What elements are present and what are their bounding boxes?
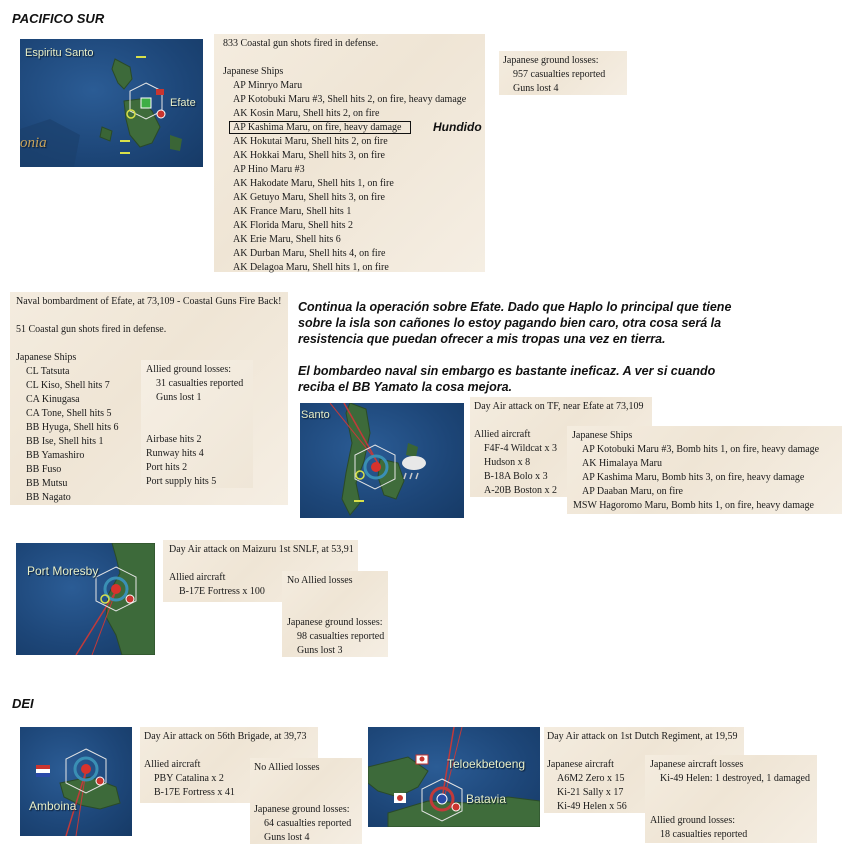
report-allied-ground-losses [141, 360, 253, 488]
aircraft-line: F4F-4 Wildcat x 3 [484, 443, 558, 454]
report-line [146, 405, 253, 419]
map-label-batavia: Batavia [466, 792, 507, 806]
aircraft-line: PBY Catalina x 2 [154, 773, 224, 784]
report-line: Runway hits 4 [146, 448, 204, 459]
ship-line: AK Erie Maru, Shell hits 6 [233, 234, 341, 245]
report-line: Allied aircraft [169, 572, 226, 583]
report-line [144, 744, 318, 758]
report-line [650, 800, 817, 814]
report-line: Allied aircraft [474, 429, 531, 440]
report-line [254, 775, 362, 789]
ship-line: AK Kosin Maru, Shell hits 2, on fire [233, 108, 380, 119]
commentary-paragraph-1: Continua la operación sobre Efate. Dado que Haplo lo principal que tiene sobre la isla son cañones lo estoy pagando bien caro, otra cosa será la resistencia que puedan ofrecer a mis tropas una vez en tierra. [298, 300, 732, 346]
report-line: Japanese aircraft losses [650, 759, 744, 770]
report-line: Port hits 2 [146, 462, 188, 473]
ship-line: BB Fuso [26, 464, 62, 475]
aircraft-line: B-18A Bolo x 3 [484, 471, 548, 482]
ship-line: MSW Hagoromo Maru, Bomb hits 1, on fire, heavy damage [573, 500, 814, 511]
map-terrain [20, 727, 132, 836]
map-label-port-moresby: Port Moresby [27, 564, 99, 578]
report-line: No Allied losses [287, 575, 353, 586]
aircraft-line: B-17E Fortress x 100 [179, 586, 265, 597]
report-losses-maizuru [282, 571, 388, 657]
report-line [254, 789, 362, 803]
report-line: Ki-49 Helen: 1 destroyed, 1 damaged [660, 773, 810, 784]
report-line: Japanese ground losses: [287, 617, 383, 628]
map-port-moresby [16, 543, 155, 655]
ship-line-highlighted: AP Kashima Maru, on fire, heavy damage [223, 121, 485, 135]
report-line: Allied ground losses: [650, 815, 735, 826]
report-line: Allied aircraft [144, 759, 201, 770]
report-line: Guns lost 4 [264, 832, 310, 843]
report-line: Naval bombardment of Efate, at 73,109 - Coastal Guns Fire Back! [16, 296, 282, 307]
report-line [16, 337, 288, 351]
map-label-teloekbetoeng: Teloekbetoeng [447, 757, 526, 771]
aircraft-line: A-20B Boston x 2 [484, 485, 558, 496]
annotation-sunk: Hundido [433, 120, 482, 134]
ship-line: BB Hyuga, Shell hits 6 [26, 422, 119, 433]
ship-line: AK Hokkai Maru, Shell hits 3, on fire [233, 150, 385, 161]
report-japanese-ships-bomb-hits [567, 426, 842, 514]
map-batavia [368, 727, 540, 827]
report-line [287, 588, 388, 602]
ship-line: CL Kiso, Shell hits 7 [26, 380, 110, 391]
ship-line: AP Kotobuki Maru #3, Bomb hits 1, on fire, heavy damage [582, 444, 820, 455]
ship-line: AP Minryo Maru [233, 80, 303, 91]
report-line [223, 51, 485, 65]
ship-line: AK Getuyo Maru, Shell hits 3, on fire [233, 192, 385, 203]
aircraft-line: Ki-21 Sally x 17 [557, 787, 624, 798]
report-line: Guns lost 4 [513, 83, 559, 94]
map-terrain [16, 543, 155, 655]
map-terrain [368, 727, 540, 827]
report-line: No Allied losses [254, 762, 320, 773]
report-line: Day Air attack on 56th Brigade, at 39,73 [144, 731, 307, 742]
report-line: Japanese ground losses: [254, 804, 350, 815]
ship-line: AK Delagoa Maru, Shell hits 1, on fire [233, 262, 389, 273]
report-line: Day Air attack on 1st Dutch Regiment, at 19,59 [547, 731, 738, 742]
report-line: Japanese Ships [16, 352, 77, 363]
ship-line: AK France Maru, Shell hits 1 [233, 206, 352, 217]
report-line: 98 casualties reported [297, 631, 385, 642]
report-line [146, 419, 253, 433]
report-line: Day Air attack on Maizuru 1st SNLF, at 53,91 [169, 544, 354, 555]
report-line [650, 786, 817, 800]
report-line: Guns lost 3 [297, 645, 343, 656]
report-line: Port supply hits 5 [146, 476, 217, 487]
report-line: Japanese aircraft [547, 759, 614, 770]
ship-line: AK Florida Maru, Shell hits 2 [233, 220, 353, 231]
ship-line: BB Yamashiro [26, 450, 85, 461]
ship-line: CA Tone, Shell hits 5 [26, 408, 112, 419]
section-heading-dei: DEI [12, 696, 34, 711]
ship-line: CL Tatsuta [26, 366, 70, 377]
ship-line: AP Kashima Maru, Bomb hits 3, on fire, heavy damage [582, 472, 805, 483]
aircraft-line: Ki-49 Helen x 56 [557, 801, 627, 812]
map-amboina [20, 727, 132, 836]
ship-line: CA Kinugasa [26, 394, 80, 405]
ship-line: AK Hakodate Maru, Shell hits 1, on fire [233, 178, 394, 189]
ship-line: AK Durban Maru, Shell hits 4, on fire [233, 248, 386, 259]
ship-line: BB Nagato [26, 492, 71, 503]
ship-line: BB Ise, Shell hits 1 [26, 436, 104, 447]
ship-line: AP Hino Maru #3 [233, 164, 305, 175]
ship-line: AK Himalaya Maru [582, 458, 662, 469]
report-losses-dutch-regiment [645, 755, 817, 843]
map-label-espiritu-santo: Espiritu Santo [25, 47, 94, 59]
report-line: 18 casualties reported [660, 829, 748, 840]
commentary-paragraph-2: El bombardeo naval sin embargo es bastante ineficaz. A ver si cuando reciba el BB Yamato la cosa mejora. [298, 364, 716, 394]
ship-line: AP Daaban Maru, on fire [582, 486, 683, 497]
report-line [16, 309, 288, 323]
aircraft-line: Hudson x 8 [484, 457, 531, 468]
report-line: Guns lost 1 [156, 392, 202, 403]
report-line: 833 Coastal gun shots fired in defense. [223, 38, 379, 49]
report-line: 957 casualties reported [513, 69, 606, 80]
report-line: 31 casualties reported [156, 378, 244, 389]
report-losses-56th-brigade [250, 758, 362, 844]
report-line: Japanese Ships [223, 66, 284, 77]
combat-report-coastal-guns [214, 34, 485, 272]
map-label-amboina: Amboina [29, 799, 77, 813]
report-line [287, 602, 388, 616]
map-espiritu-santo [20, 39, 203, 167]
section-heading-pacifico: PACIFICO SUR [12, 11, 105, 26]
map-label-efate: Efate [170, 97, 196, 109]
report-line: Allied ground losses: [146, 364, 231, 375]
ship-line: AK Hokutai Maru, Shell hits 2, on fire [233, 136, 388, 147]
report-line: Japanese ground losses: [503, 55, 599, 66]
report-line: 51 Coastal gun shots fired in defense. [16, 324, 167, 335]
report-line: Japanese Ships [572, 430, 633, 441]
report-line [169, 557, 358, 571]
report-line: Airbase hits 2 [146, 434, 202, 445]
map-label-caledonia: onia [20, 135, 47, 151]
report-line: Day Air attack on TF, near Efate at 73,109 [474, 401, 644, 412]
report-japanese-ground-losses [499, 51, 627, 95]
ship-line: BB Mutsu [26, 478, 68, 489]
map-santo [300, 403, 464, 518]
map-label-santo: Santo [301, 409, 330, 421]
aircraft-line: A6M2 Zero x 15 [557, 773, 625, 784]
aircraft-line: B-17E Fortress x 41 [154, 787, 235, 798]
ship-line: AP Kotobuki Maru #3, Shell hits 2, on fire, heavy damage [233, 94, 467, 105]
report-line: 64 casualties reported [264, 818, 352, 829]
